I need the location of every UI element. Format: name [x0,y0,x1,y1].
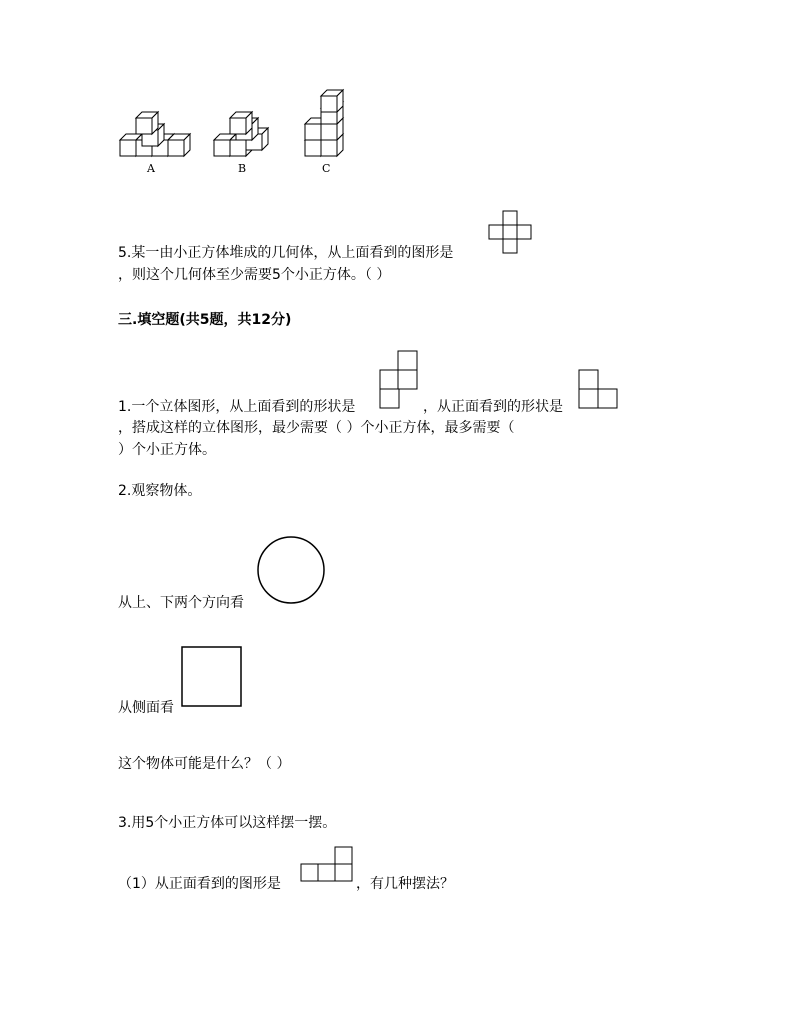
fill1-part2: ，从正面看到的形状是 [423,399,563,415]
cross-shape-figure [488,210,534,256]
fill3-sub1-a: （1）从正面看到的图形是 [118,876,281,892]
fill1-line3: ）个小正方体。 [118,442,216,458]
square-view-figure [181,646,243,708]
circle-view-figure [256,535,326,605]
top-view-figure [379,350,421,410]
q5-line1: 5.某一由小正方体堆成的几何体，从上面看到的图形是 [118,245,454,261]
fill2-title: 2.观察物体。 [118,483,202,499]
figure-label-c: C [322,162,331,175]
fill3-sub1-b: ，有几种摆法？ [356,876,454,892]
section-title: 三.填空题(共5题，共12分) [118,312,292,328]
cube-figure-c [305,90,343,156]
fill2-side-label: 从侧面看 [118,700,174,716]
cube-figures [110,92,350,182]
figure-label-b: B [238,162,247,175]
q5-line2: ，则这个几何体至少需要5个小正方体。（ ） [118,267,391,283]
figure-label-a: A [147,162,155,175]
fill3-title: 3.用5个小正方体可以这样摆一摆。 [118,815,337,831]
fill1-part1: 1.一个立体图形，从上面看到的形状是 [118,399,356,415]
front-view-figure [578,369,620,411]
fill2-question: 这个物体可能是什么？（ ） [118,756,291,772]
cube-figure-b [214,112,268,156]
fill2-top-bottom-label: 从上、下两个方向看 [118,595,244,611]
fill1-line2: ，搭成这样的立体图形，最少需要（ ）个小正方体，最多需要（ [118,420,515,436]
front-view-row-figure [299,846,357,886]
cube-figure-a [120,112,190,156]
